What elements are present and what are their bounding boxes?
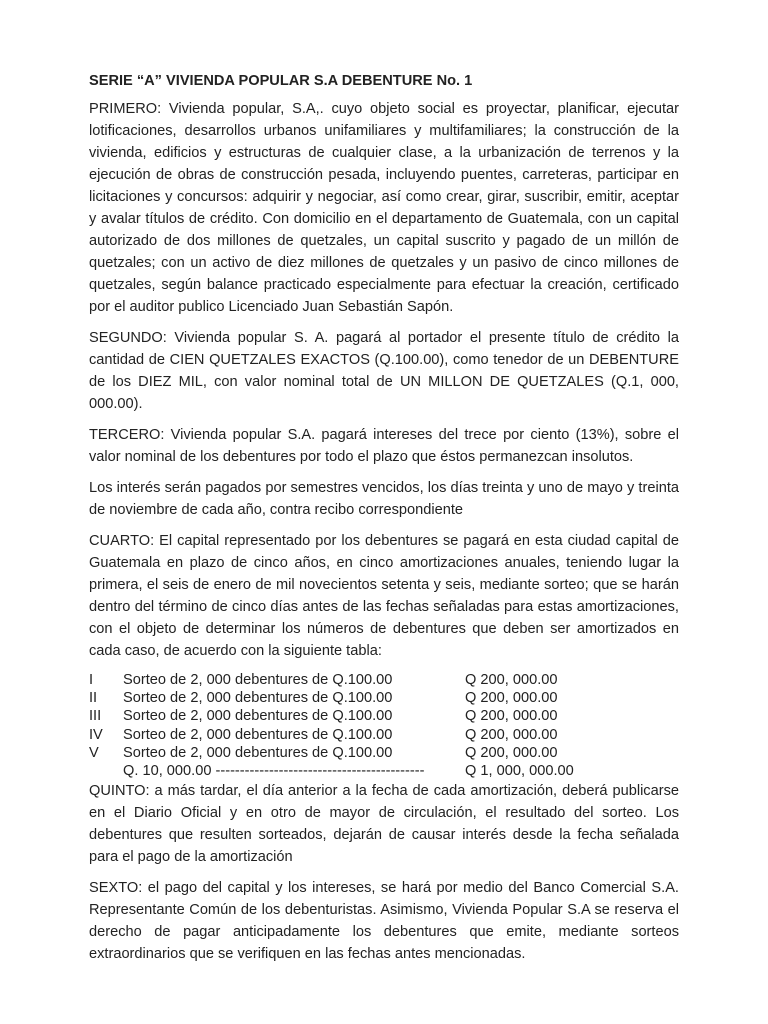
document-page [89, 70, 679, 974]
paragraph-sexto: SEXTO: el pago del capital y los intereses, se hará por medio del Banco Comercial S.A. Representante Común de los debenturistas. Asimismo, Vivienda Popular S.A se reserva el derecho de pagar anticipadamente los debentures que emite, mediante sorteos extraordinarios que se verifiquen en las fechas antes mencionadas. [89, 880, 679, 963]
table-row [89, 726, 679, 744]
paragraph-segundo: SEGUNDO: Vivienda popular S. A. pagará al portador el presente título de crédito la cantidad de CIEN QUETZALES EXACTOS (Q.100.00), como tenedor de un DEBENTURE de los DIEZ MIL, con valor nominal total de UN MILLON DE QUETZALES (Q.1, 000, 000.00). [89, 330, 679, 412]
table-total-row [89, 762, 679, 780]
amortization-table [89, 671, 679, 780]
paragraph-primero: PRIMERO: Vivienda popular, S.A,. cuyo objeto social es proyectar, planificar, ejecutar lotificaciones, desarrollos urbanos unifamiliares y multifamiliares; la construcción de la vivienda, edificios y estructuras de cualquier clase, a la urbanización de terrenos y la ejecución de obras de construcción pesada, incluyendo puentes, carreteras, participar en licitaciones y concursos: adquirir y negociar, así como crear, girar, suscribir, emitir, aceptar y avalar títulos de crédito. Con domicilio en el departamento de Guatemala, con un capital autorizado de dos millones de quetzales, un capital suscrito y pagado de un millón de quetzales; con un activo de diez millones de quetzales y un pasivo de cinco millones de quetzales, según balance practicado especialmente para efectuar la creación, certificado por el auditor publico Licenciado Juan Sebastián Sapón. [89, 101, 679, 315]
total-description: Q. 10, 000.00 ------------------------------------------- [123, 763, 425, 780]
row-number: I [89, 672, 94, 688]
table-row [89, 707, 679, 725]
row-amount: Q 200, 000.00 [465, 708, 558, 725]
row-amount: Q 200, 000.00 [465, 726, 558, 743]
row-description: Sorteo de 2, 000 debentures de Q.100.00 [123, 690, 393, 707]
row-description: Sorteo de 2, 000 debentures de Q.100.00 [123, 672, 393, 688]
paragraph-tercero: TERCERO: Vivienda popular S.A. pagará intereses del trece por ciento (13%), sobre el valor nominal de los debentures por todo el plazo que éstos permanezcan insolutos. [89, 427, 679, 465]
paragraph-quinto: QUINTO: a más tardar, el día anterior a la fecha de cada amortización, deberá publicarse en el Diario Oficial y en otro de mayor de circulación, el resultado del sorteo. Los debentures que resulten sorteados, dejarán de causar interés desde la fecha señalada para el pago de la amortización [89, 783, 679, 866]
row-amount: Q 200, 000.00 [465, 672, 558, 688]
paragraph-intereses: Los interés serán pagados por semestres vencidos, los días treinta y uno de mayo y treinta de noviembre de cada año, contra recibo correspondiente [89, 480, 679, 518]
table-row [89, 689, 679, 707]
row-number: V [89, 744, 99, 761]
row-amount: Q 200, 000.00 [465, 744, 558, 761]
row-description: Sorteo de 2, 000 debentures de Q.100.00 [123, 744, 393, 761]
row-amount: Q 200, 000.00 [465, 690, 558, 707]
table-row [89, 744, 679, 762]
row-number: II [89, 690, 98, 707]
row-number: III [89, 708, 102, 725]
row-number: IV [89, 726, 103, 743]
row-description: Sorteo de 2, 000 debentures de Q.100.00 [123, 726, 393, 743]
row-description: Sorteo de 2, 000 debentures de Q.100.00 [123, 708, 393, 725]
total-amount: Q 1, 000, 000.00 [465, 763, 574, 780]
document-title: SERIE “A” VIVIENDA POPULAR S.A DEBENTURE No. 1 [89, 73, 473, 89]
table-row [89, 671, 679, 689]
paragraph-cuarto: CUARTO: El capital representado por los debentures se pagará en esta ciudad capital de Guatemala en plazo de cinco años, en cinco amortizaciones anuales, teniendo lugar la primera, el seis de enero de mil novecientos setenta y seis, mediante sorteo; que se harán dentro del término de cinco días antes de las fechas señaladas para estas amortizaciones, con el objeto de determinar los números de debentures que deben ser amortizados en cada caso, de acuerdo con la siguiente tabla: [89, 533, 679, 659]
